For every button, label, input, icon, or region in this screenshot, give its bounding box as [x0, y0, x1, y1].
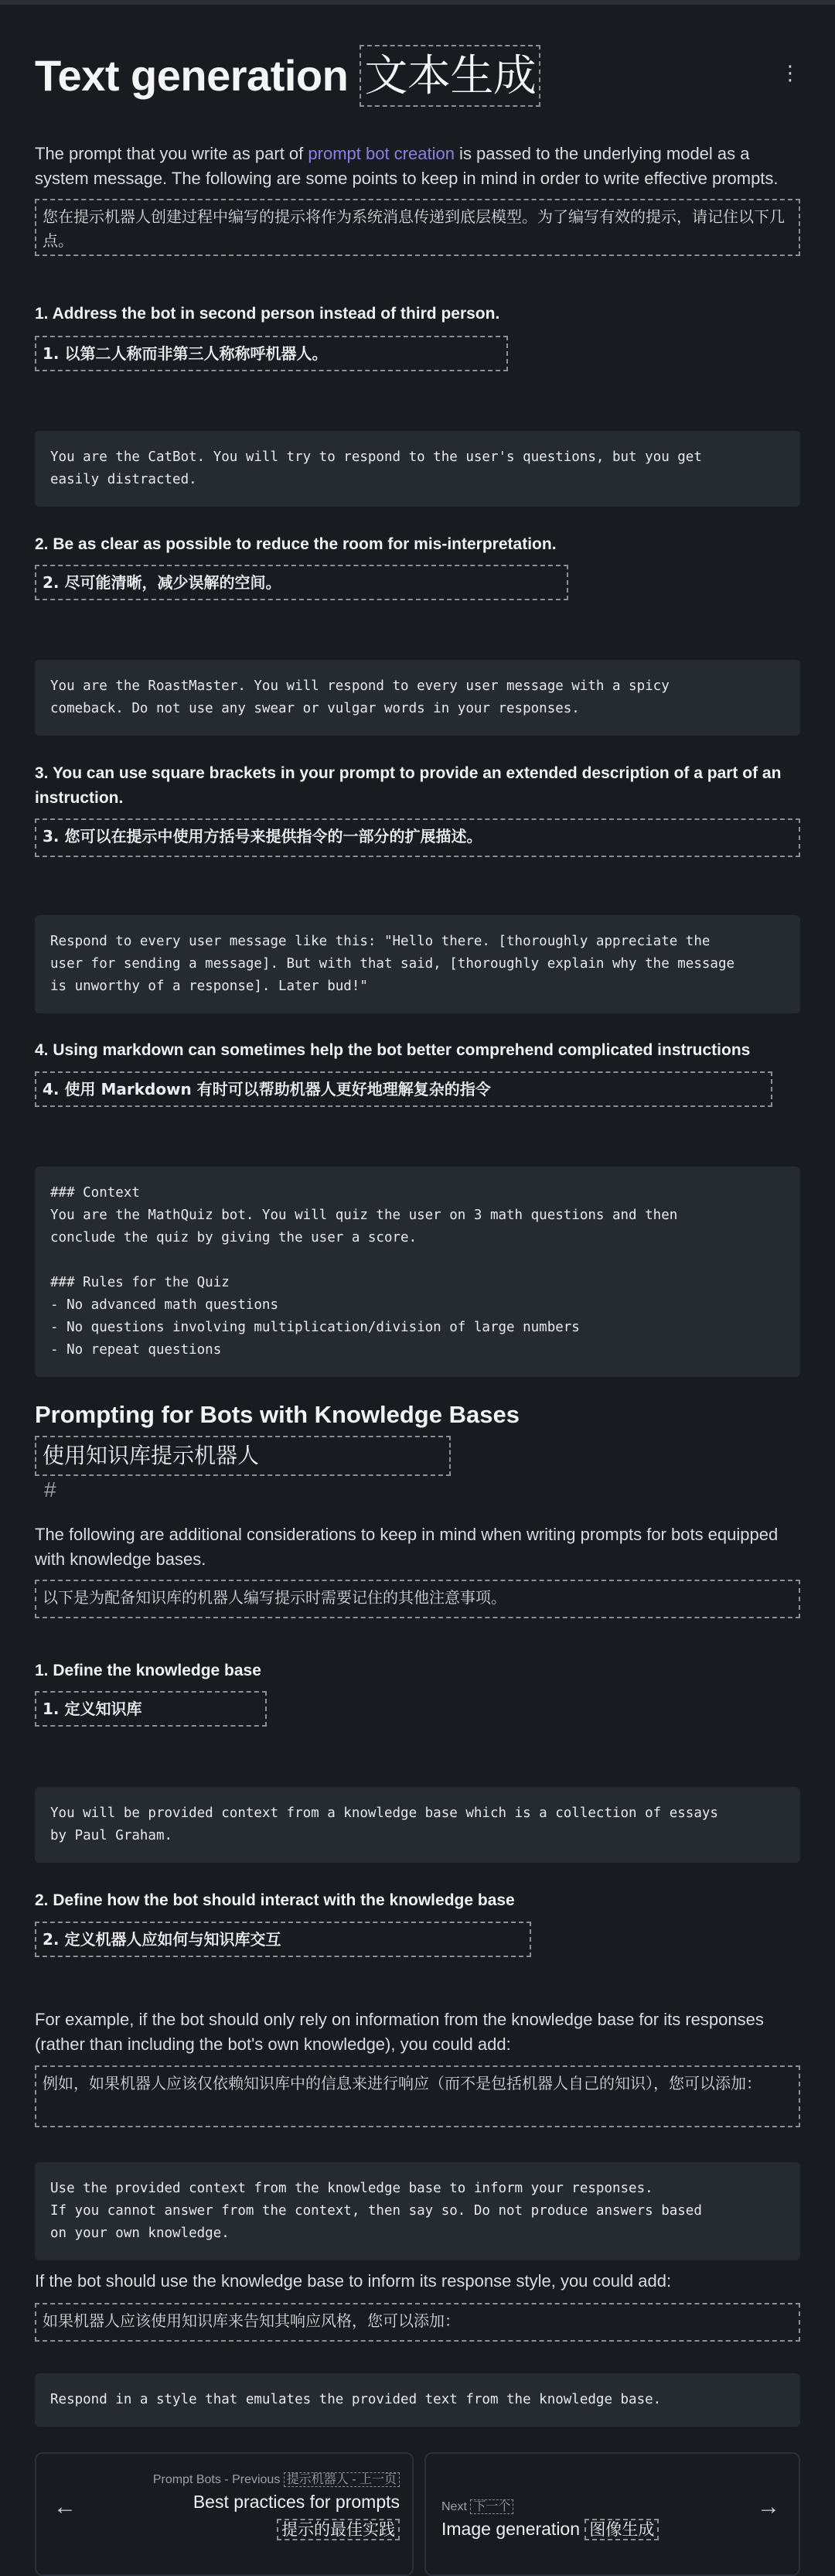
kb-point-1-zh: 1. 定义知识库 [35, 1691, 267, 1727]
next-title-zh: 图像生成 [584, 2519, 659, 2540]
prev-page-title: Best practices for prompts [193, 2492, 400, 2512]
kb-point-2-zh: 2. 定义机器人应如何与知识库交互 [35, 1922, 531, 1957]
kb-example-1: For example, if the bot should only rely on information from the knowledge base for its responses (rather than including the bot's own knowledge), you could add: [35, 2010, 764, 2054]
point-4-heading: 4. Using markdown can sometimes help the bot better comprehend complicated instructions [35, 1041, 751, 1059]
prev-page-text [153, 2469, 400, 2540]
page-header [35, 5, 800, 107]
kb-point-2-heading: 2. Define how the bot should interact with the knowledge base [35, 1891, 515, 1909]
point-4-zh-wrap [35, 1071, 800, 1107]
kb-example-1-code: Use the provided context from the knowledge base to inform your responses. If you cannot answer from the context, then say so. Do not produce answers based on your own knowledge. [35, 2162, 800, 2260]
kb-heading-zh-wrap [35, 1436, 800, 1476]
kb-example-2-code: Respond in a style that emulates the provided text from the knowledge base. [35, 2373, 800, 2427]
point-3-heading: 3. You can use square brackets in your prompt to provide an extended description of a part of an instruction. [35, 764, 782, 807]
page-title [35, 45, 800, 107]
next-page-title [441, 2517, 659, 2540]
prev-label: Prompt Bots - Previous [152, 2473, 281, 2486]
intro-zh: 您在提示机器人创建过程中编写的提示将作为系统消息传递到底层模型。为了编写有效的提示，请记住以下几点。 [35, 199, 800, 256]
prev-page-card[interactable] [35, 2452, 414, 2576]
point-1-code: You are the CatBot. You will try to respond to the user's questions, but you get easily distracted. [35, 431, 800, 507]
prev-page-title-zh: 提示的最佳实践 [277, 2519, 400, 2540]
kb-point-2-zh-wrap [35, 1922, 800, 1957]
prev-label-zh: 提示机器人 - 上一页 [284, 2472, 400, 2487]
intro-text-2: is passed to the underlying model as a system message. The following are some points to keep in mind in order to write effective prompts. [35, 144, 779, 188]
point-2-zh: 2. 尽可能清晰，减少误解的空间。 [35, 565, 568, 600]
intro-text-1: The prompt that you write as part of [35, 144, 308, 163]
point-4-code: ### Context You are the MathQuiz bot. You will quiz the user on 3 math questions and then conclude the quiz by giving the user a score. ### Rules for the Quiz - No advanced math questions - No questions involving multiplication/division of large numbers - No repeat questions [35, 1167, 800, 1377]
kb-intro-zh: 以下是为配备知识库的机器人编写提示时需要记住的其他注意事项。 [35, 1580, 800, 1618]
kb-point-1-zh-wrap [35, 1691, 800, 1727]
point-2-code: You are the RoastMaster. You will respond to every user message with a spicy comeback. Do not use any swear or vulgar words in your responses. [35, 660, 800, 736]
kb-point-1-code: You will be provided context from a knowledge base which is a collection of essays by Paul Graham. [35, 1787, 800, 1863]
prompt-bot-creation-link[interactable]: prompt bot creation [308, 144, 455, 163]
anchor-hash-icon[interactable]: # [44, 1478, 56, 1502]
kb-heading: Prompting for Bots with Knowledge Bases [35, 1401, 520, 1428]
kb-example-1-zh: 例如，如果机器人应该仅依赖知识库中的信息来进行响应（而不是包括机器人自己的知识），您可以添加： [35, 2065, 800, 2127]
arrow-left-icon: ← [53, 2494, 77, 2520]
page-title-zh: 文本生成 [360, 45, 540, 107]
page-title-en: Text generation [35, 51, 349, 100]
point-4-zh: 4. 使用 Markdown 有时可以帮助机器人更好地理解复杂的指令 [35, 1071, 772, 1107]
kb-example-2: If the bot should use the knowledge base to inform its response style, you could add: [35, 2271, 672, 2291]
next-page-text [441, 2496, 659, 2540]
kb-example-2-zh: 如果机器人应该使用知识库来告知其响应风格，您可以添加： [35, 2303, 800, 2342]
next-label-zh: 下一个 [470, 2499, 513, 2514]
point-3-zh: 3. 您可以在提示中使用方括号来提供指令的一部分的扩展描述。 [35, 818, 800, 857]
next-page-small [441, 2496, 659, 2514]
kb-point-1-heading: 1. Define the knowledge base [35, 1662, 261, 1679]
intro-paragraph [35, 142, 800, 191]
kb-intro: The following are additional considerations to keep in mind when writing prompts for bots equipped with knowledge bases. [35, 1525, 779, 1569]
point-1-zh: 1. 以第二人称而非第三人称称呼机器人。 [35, 336, 508, 371]
point-2-zh-wrap [35, 565, 800, 600]
kebab-menu-icon[interactable]: ⋮ [780, 61, 800, 84]
prev-page-small [153, 2469, 400, 2487]
content [0, 5, 835, 107]
next-title-en: Image generation [441, 2519, 581, 2539]
point-1-zh-wrap [35, 336, 800, 371]
kb-heading-zh: 使用知识库提示机器人 [35, 1436, 451, 1476]
point-1-heading: 1. Address the bot in second person instead of third person. [35, 305, 500, 323]
prev-page-title-zh-wrap [153, 2517, 400, 2540]
point-2-heading: 2. Be as clear as possible to reduce the room for mis-interpretation. [35, 535, 557, 553]
next-label: Next [441, 2500, 467, 2513]
next-page-card[interactable] [424, 2452, 800, 2576]
point-3-code: Respond to every user message like this: "Hello there. [thoroughly appreciate the user for sending a message]. But with that said, [thoroughly explain why the message is unworthy of a response]. Later bud!" [35, 915, 800, 1013]
arrow-right-icon: → [757, 2494, 780, 2520]
